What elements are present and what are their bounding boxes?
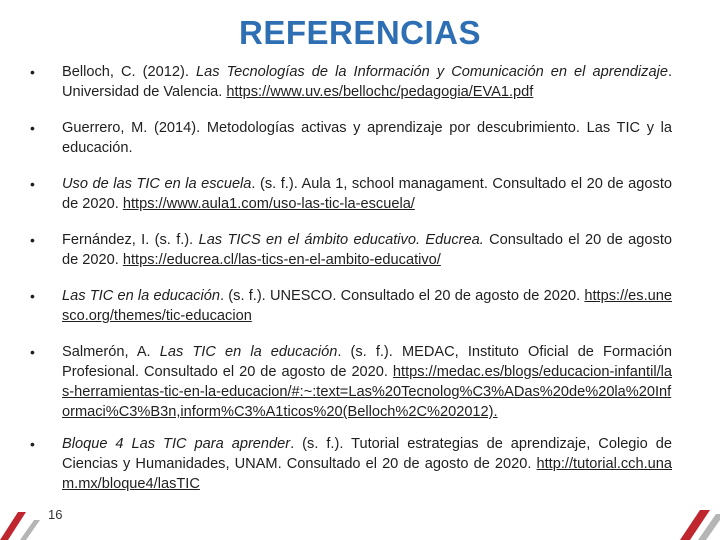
reference-title: Bloque 4 Las TIC para aprender (62, 436, 291, 452)
reference-title: Las TICS en el ámbito educativo. Educrea. (198, 232, 484, 248)
reference-item (30, 342, 672, 422)
reference-link[interactable]: https://www.uv.es/bellochc/pedagogia/EVA1.pdf (226, 84, 534, 100)
reference-title: Las Tecnologías de la Información y Comunicación en el aprendizaje (195, 64, 668, 80)
reference-item (30, 174, 672, 214)
reference-text: . (s. f.). Aula 1, school managament. Consultado el 20 de agosto de 2020. (62, 176, 672, 212)
red-stripe (0, 512, 26, 540)
bullet-icon: • (30, 64, 35, 80)
bullet-icon: • (30, 436, 35, 452)
reference-link[interactable]: https://medac.es/blogs/educacion-infantil/las-herramientas-tic-en-la-educacion/#:~:text=Las%20Tecnolog%C3%ADas%20de%20la%20Informaci%C3%B3n,inform%C3%A1ticos%20(Belloch%2C%202012). (62, 364, 672, 420)
reference-item (30, 118, 672, 158)
reference-text: Belloch, C. (2012). (62, 64, 196, 80)
reference-text: . (s. f.). Tutorial estrategias de aprendizaje, Colegio de Ciencias y Humanidades, UNAM. Consultado el 20 de agosto de 2020. (62, 436, 672, 472)
gray-stripe (20, 520, 40, 540)
bullet-icon: • (30, 344, 35, 360)
reference-link[interactable]: http://tutorial.cch.unam.mx/bloque4/lasTIC (62, 456, 672, 492)
reference-text: Fernández, I. (s. f.). (62, 232, 199, 248)
reference-text: . (s. f.). MEDAC, Instituto Oficial de Formación Profesional. Consultado el 20 de agosto de 2020. (62, 344, 672, 380)
reference-link[interactable]: https://educrea.cl/las-tics-en-el-ambito-educativo/ (122, 252, 441, 268)
reference-item (30, 434, 672, 494)
red-stripe (680, 510, 710, 540)
page-title: REFERENCIAS (238, 14, 482, 51)
reference-link[interactable]: https://www.aula1.com/uso-las-tic-la-escuela/ (122, 196, 415, 212)
bullet-icon: • (30, 120, 35, 136)
reference-title: Las TIC en la educación (62, 288, 221, 304)
page-number: 16 (48, 507, 63, 522)
bullet-icon: • (30, 288, 35, 304)
reference-title: Las TIC en la educación (159, 344, 338, 360)
reference-item (30, 62, 672, 102)
reference-title: Uso de las TIC en la escuela (62, 176, 252, 192)
gray-stripe (698, 514, 720, 540)
bullet-icon: • (30, 176, 35, 192)
bullet-icon: • (30, 232, 35, 248)
reference-text: Guerrero, M. (2014). Metodologías activas y aprendizaje por descubrimiento. Las TIC y la educación. (62, 120, 672, 156)
reference-item (30, 286, 672, 326)
reference-item (30, 230, 672, 270)
reference-text: . (s. f.). UNESCO. Consultado el 20 de agosto de 2020. (220, 288, 585, 304)
reference-text: Salmerón, A. (62, 344, 160, 360)
reference-link[interactable]: https://es.unesco.org/themes/tic-educacion (62, 288, 672, 324)
reference-list (30, 62, 672, 510)
reference-text: . Universidad de Valencia. (62, 64, 672, 100)
reference-text: Consultado el 20 de agosto de 2020. (62, 232, 673, 268)
